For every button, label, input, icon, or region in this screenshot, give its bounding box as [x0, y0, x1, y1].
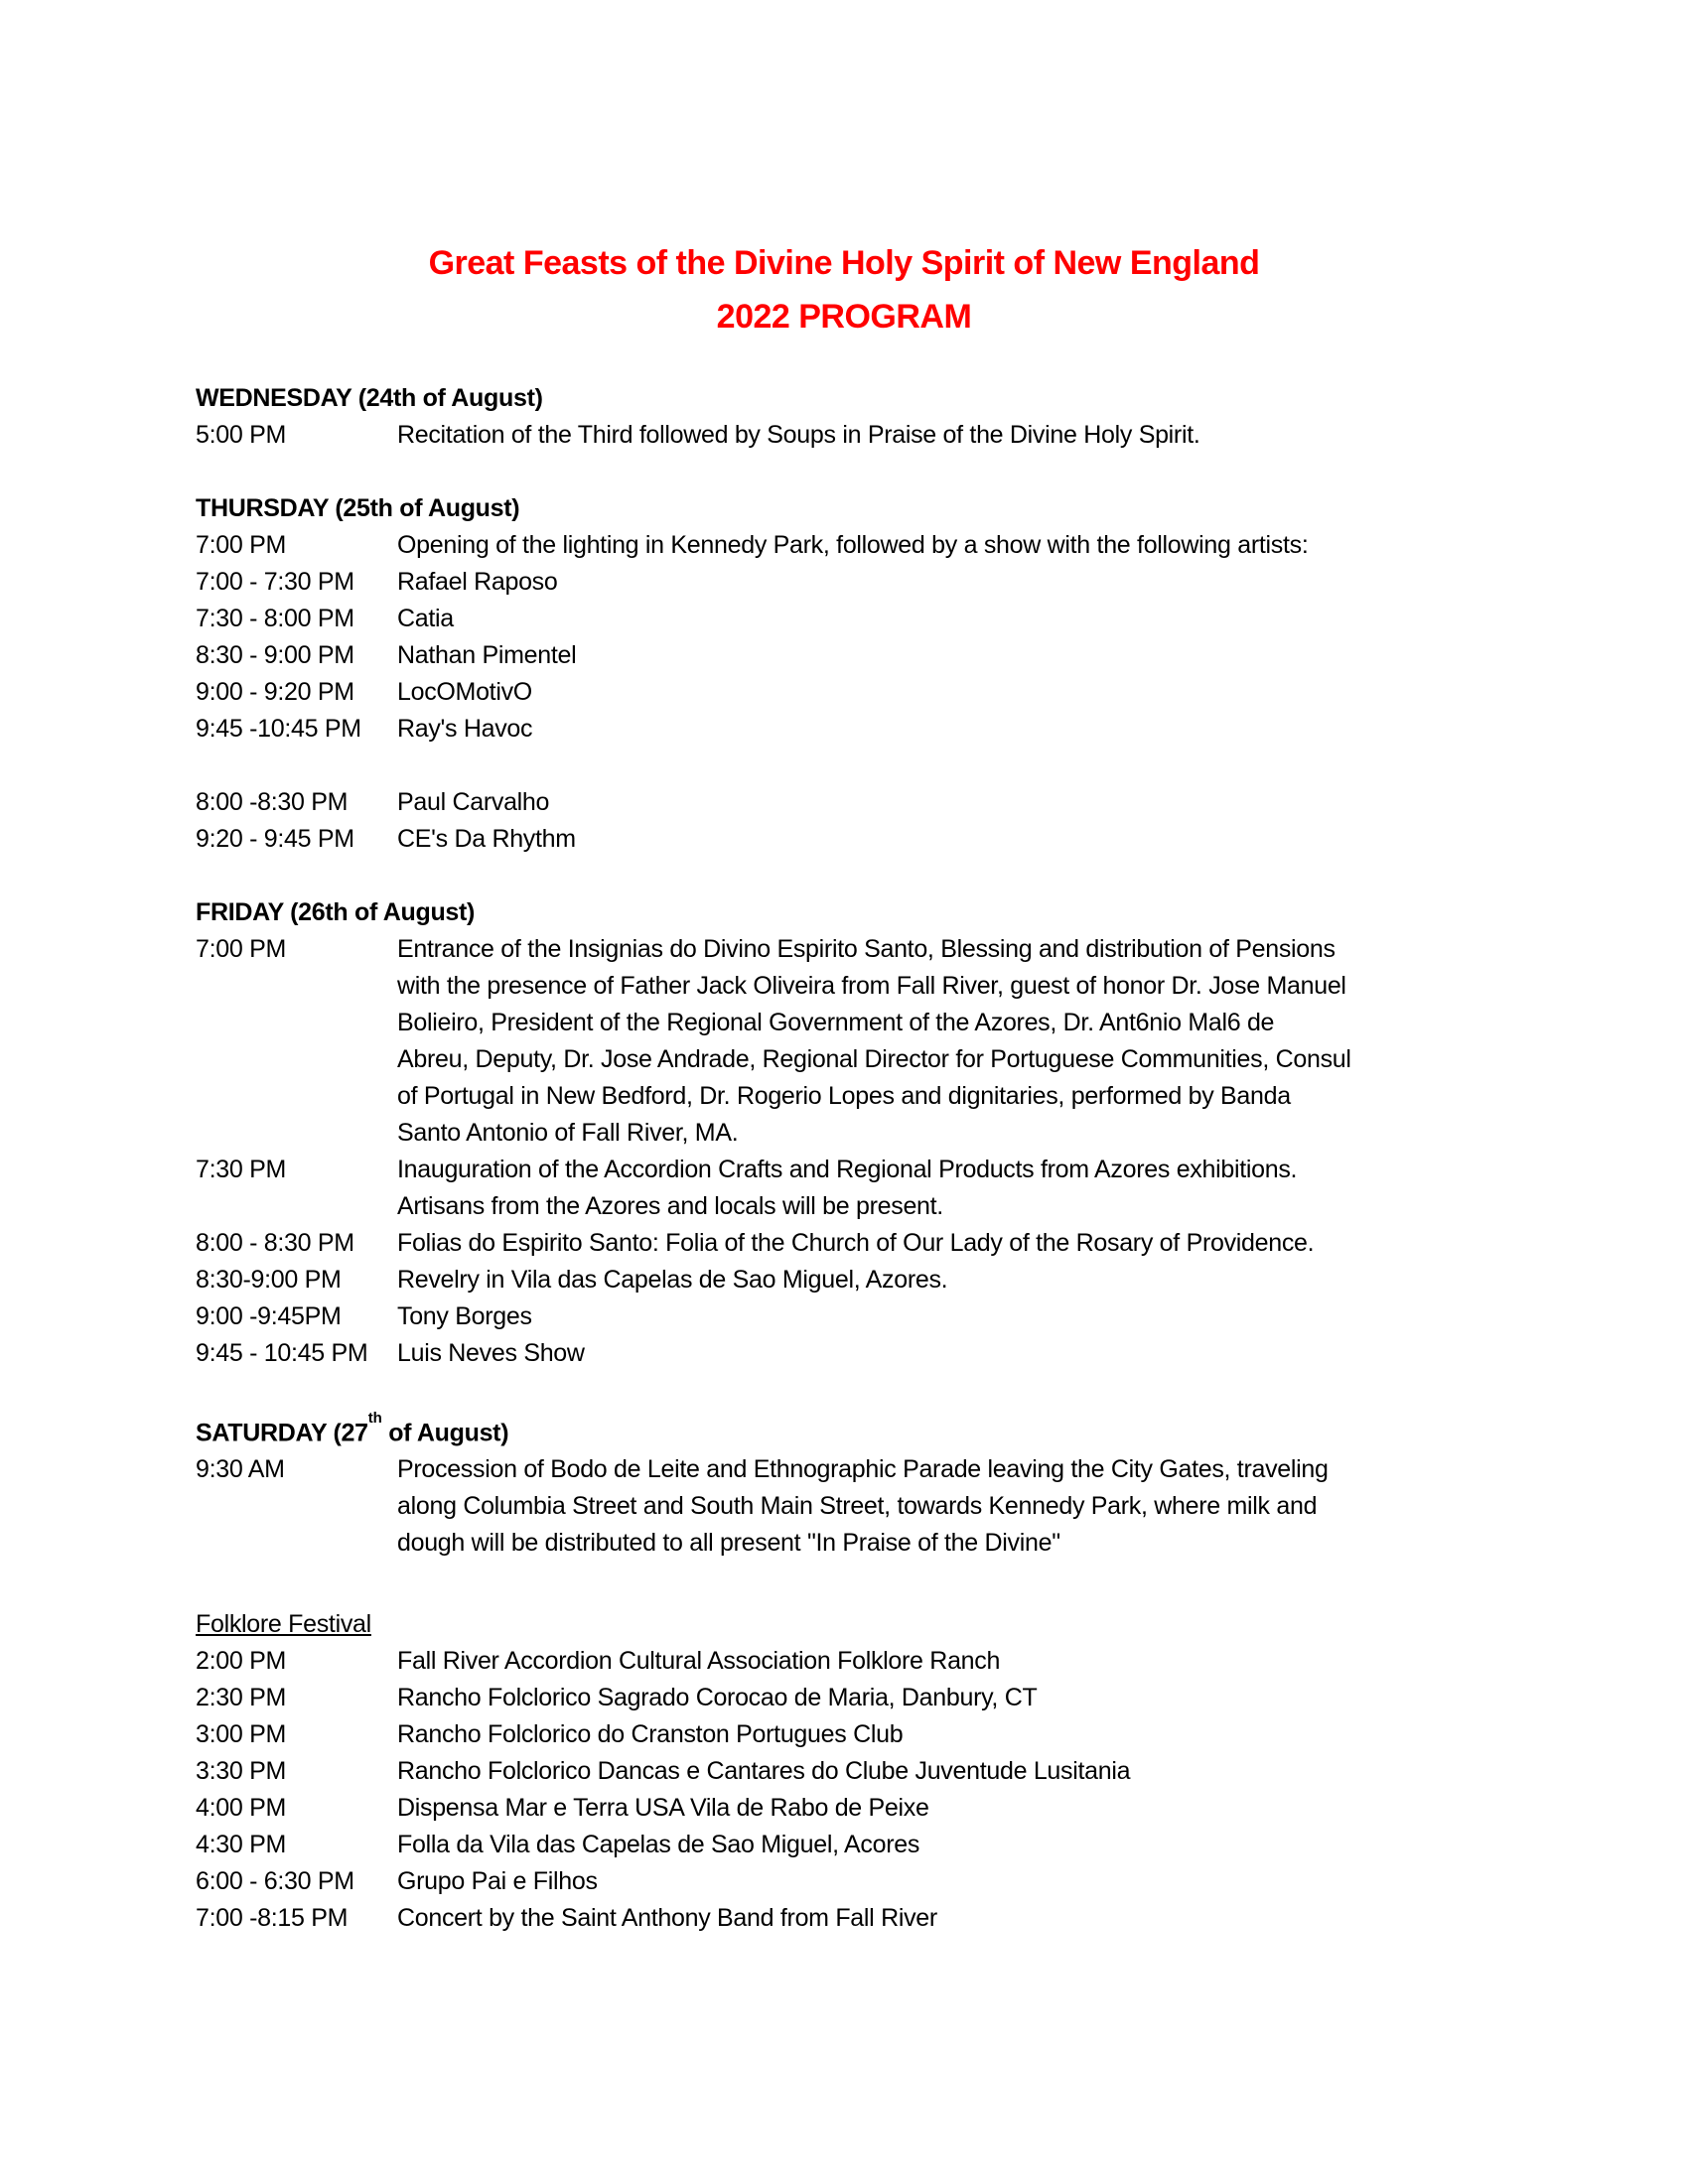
- schedule-time: 3:30 PM: [196, 1757, 287, 1786]
- schedule-description: [397, 1152, 1297, 1225]
- schedule-description-line: Procession of Bodo de Leite and Ethnographic Parade leaving the City Gates, traveling: [397, 1455, 1329, 1484]
- schedule-description: [397, 637, 576, 674]
- schedule-time: 8:00 - 8:30 PM: [196, 1229, 354, 1257]
- schedule-row: [196, 1716, 1688, 1753]
- schedule-section: [196, 490, 1688, 858]
- schedule-description: [397, 1262, 947, 1298]
- schedule-time: 7:30 PM: [196, 1156, 287, 1183]
- schedule-section: [196, 1606, 1688, 1937]
- document-title: Great Feasts of the Divine Holy Spirit of New England: [428, 244, 1260, 282]
- schedule-time: 9:00 - 9:20 PM: [196, 678, 354, 706]
- schedule-description-line: Dispensa Mar e Terra USA Vila de Rabo de Peixe: [397, 1794, 929, 1823]
- schedule-row: [196, 417, 1688, 454]
- schedule-description-line: Bolieiro, President of the Regional Government of the Azores, Dr. Ant6nio Mal6 de: [397, 1009, 1275, 1036]
- schedule-description: [397, 1863, 598, 1900]
- schedule-row: [196, 1335, 1688, 1372]
- schedule-description: [397, 601, 454, 637]
- schedule-description-line: Recitation of the Third followed by Soups in Praise of the Divine Holy Spirit.: [397, 421, 1200, 449]
- schedule-description-line: Entrance of the Insignias do Divino Espirito Santo, Blessing and distribution of Pensions: [397, 935, 1336, 963]
- heading-text: Folklore Festival: [196, 1610, 371, 1639]
- schedule-time: 8:30 - 9:00 PM: [196, 641, 354, 669]
- heading-text: SATURDAY (27: [196, 1419, 368, 1447]
- schedule-description-line: dough will be distributed to all present "In Praise of the Divine": [397, 1529, 1060, 1558]
- schedule-row: [196, 931, 1688, 1152]
- schedule-row: [196, 1863, 1688, 1900]
- schedule-description: [397, 1716, 903, 1753]
- heading-text: FRIDAY (26th of August): [196, 898, 476, 926]
- schedule-description-line: Rancho Folclorico do Cranston Portugues Club: [397, 1720, 904, 1749]
- schedule-description-line: along Columbia Street and South Main Street, towards Kennedy Park, where milk and: [397, 1492, 1318, 1521]
- schedule-description: [397, 417, 1200, 454]
- schedule-description: [397, 1680, 1037, 1716]
- schedule-time: 2:00 PM: [196, 1647, 287, 1676]
- schedule-row: [196, 1643, 1688, 1680]
- schedule-time: 4:00 PM: [196, 1794, 287, 1823]
- schedule-description-line: Fall River Accordion Cultural Association Folklore Ranch: [397, 1647, 1001, 1676]
- schedule-description-line: Inauguration of the Accordion Crafts and Regional Products from Azores exhibitions.: [397, 1156, 1298, 1183]
- schedule-section: [196, 894, 1688, 1372]
- schedule-description-line: with the presence of Father Jack Oliveira from Fall River, guest of honor Dr. Jose Manuel: [397, 972, 1346, 1000]
- schedule-time: 9:30 AM: [196, 1455, 285, 1484]
- schedule-row: [196, 1790, 1688, 1827]
- schedule-description-line: Tony Borges: [397, 1302, 532, 1330]
- section-heading: [196, 380, 1688, 417]
- schedule-description-line: Opening of the lighting in Kennedy Park, followed by a show with the following artists:: [397, 531, 1309, 559]
- schedule-description: [397, 711, 532, 748]
- schedule-time: 9:00 -9:45PM: [196, 1302, 342, 1330]
- heading-text: of August): [381, 1419, 509, 1447]
- schedule-description-line: Paul Carvalho: [397, 788, 550, 816]
- schedule-time: 9:45 - 10:45 PM: [196, 1339, 368, 1367]
- schedule-time: 9:45 -10:45 PM: [196, 715, 361, 743]
- schedule-section: [196, 1409, 1688, 1562]
- schedule-description: [397, 527, 1309, 564]
- schedule-time: 6:00 - 6:30 PM: [196, 1867, 354, 1896]
- schedule-description: [397, 821, 576, 858]
- schedule-description-line: of Portugal in New Bedford, Dr. Rogerio Lopes and dignitaries, performed by Banda: [397, 1082, 1291, 1110]
- schedule-description-line: LocOMotivO: [397, 678, 532, 706]
- schedule-time: 8:30-9:00 PM: [196, 1266, 342, 1294]
- schedule: [0, 380, 1688, 1937]
- schedule-time: 7:00 PM: [196, 935, 287, 963]
- schedule-description: [397, 1753, 1130, 1790]
- schedule-row: [196, 1451, 1688, 1562]
- schedule-row: [196, 784, 1688, 821]
- schedule-row: [196, 1753, 1688, 1790]
- schedule-description: [397, 931, 1351, 1152]
- document-subtitle: 2022 PROGRAM: [716, 298, 972, 336]
- schedule-description: [397, 1827, 919, 1863]
- section-heading: [196, 1606, 1688, 1643]
- schedule-description: [397, 674, 532, 711]
- schedule-row: [196, 1680, 1688, 1716]
- schedule-row: [196, 711, 1688, 748]
- schedule-time: 2:30 PM: [196, 1684, 287, 1712]
- schedule-description-line: Santo Antonio of Fall River, MA.: [397, 1119, 739, 1147]
- schedule-time: 5:00 PM: [196, 421, 287, 449]
- schedule-description-line: Rancho Folclorico Sagrado Corocao de Maria, Danbury, CT: [397, 1684, 1038, 1712]
- schedule-description-line: CE's Da Rhythm: [397, 825, 576, 853]
- schedule-row: [196, 1900, 1688, 1937]
- schedule-time: 7:00 -8:15 PM: [196, 1904, 349, 1933]
- schedule-row: [196, 1827, 1688, 1863]
- schedule-description-line: Abreu, Deputy, Dr. Jose Andrade, Regional Director for Portuguese Communities, Consul: [397, 1045, 1351, 1073]
- heading-text: WEDNESDAY (24th of August): [196, 384, 543, 412]
- schedule-time: 8:00 -8:30 PM: [196, 788, 349, 816]
- heading-superscript: th: [367, 1410, 382, 1427]
- schedule-description: [397, 1790, 929, 1827]
- schedule-description-line: Folias do Espirito Santo: Folia of the Church of Our Lady of the Rosary of Providence.: [397, 1229, 1315, 1257]
- schedule-row: [196, 637, 1688, 674]
- schedule-description-line: Folla da Vila das Capelas de Sao Miguel, Acores: [397, 1831, 920, 1859]
- schedule-row: [196, 1225, 1688, 1262]
- schedule-row: [196, 564, 1688, 601]
- schedule-description-line: Luis Neves Show: [397, 1339, 585, 1367]
- schedule-description-line: Ray's Havoc: [397, 715, 533, 743]
- schedule-description-line: Rancho Folclorico Dancas e Cantares do Clube Juventude Lusitania: [397, 1757, 1131, 1786]
- schedule-description: [397, 1900, 937, 1937]
- schedule-row: [196, 1298, 1688, 1335]
- section-heading: [196, 1409, 1688, 1451]
- schedule-description-line: Concert by the Saint Anthony Band from Fall River: [397, 1904, 937, 1933]
- schedule-description: [397, 1335, 585, 1372]
- document-title-block: [0, 0, 1688, 343]
- schedule-description: [397, 1225, 1314, 1262]
- schedule-description-line: Rafael Raposo: [397, 568, 558, 596]
- schedule-description-line: Artisans from the Azores and locals will be present.: [397, 1192, 943, 1220]
- schedule-description: [397, 1643, 1000, 1680]
- schedule-time: 3:00 PM: [196, 1720, 287, 1749]
- schedule-time: 7:30 - 8:00 PM: [196, 605, 354, 632]
- schedule-description-line: Grupo Pai e Filhos: [397, 1867, 598, 1896]
- schedule-description-line: Revelry in Vila das Capelas de Sao Miguel, Azores.: [397, 1266, 948, 1294]
- schedule-description: [397, 1451, 1329, 1562]
- schedule-description-line: Nathan Pimentel: [397, 641, 577, 669]
- section-heading: [196, 490, 1688, 527]
- section-heading: [196, 894, 1688, 931]
- schedule-description: [397, 564, 557, 601]
- schedule-time: 9:20 - 9:45 PM: [196, 825, 354, 853]
- schedule-description: [397, 1298, 532, 1335]
- schedule-time: 4:30 PM: [196, 1831, 287, 1859]
- schedule-row: [196, 1152, 1688, 1225]
- schedule-time: 7:00 PM: [196, 531, 287, 559]
- schedule-description: [397, 784, 549, 821]
- schedule-row: [196, 1262, 1688, 1298]
- heading-text: THURSDAY (25th of August): [196, 494, 520, 522]
- schedule-time: 7:00 - 7:30 PM: [196, 568, 354, 596]
- schedule-description-line: Catia: [397, 605, 454, 632]
- schedule-row: [196, 821, 1688, 858]
- schedule-row: [196, 601, 1688, 637]
- schedule-section: [196, 380, 1688, 454]
- schedule-row: [196, 674, 1688, 711]
- schedule-row: [196, 527, 1688, 564]
